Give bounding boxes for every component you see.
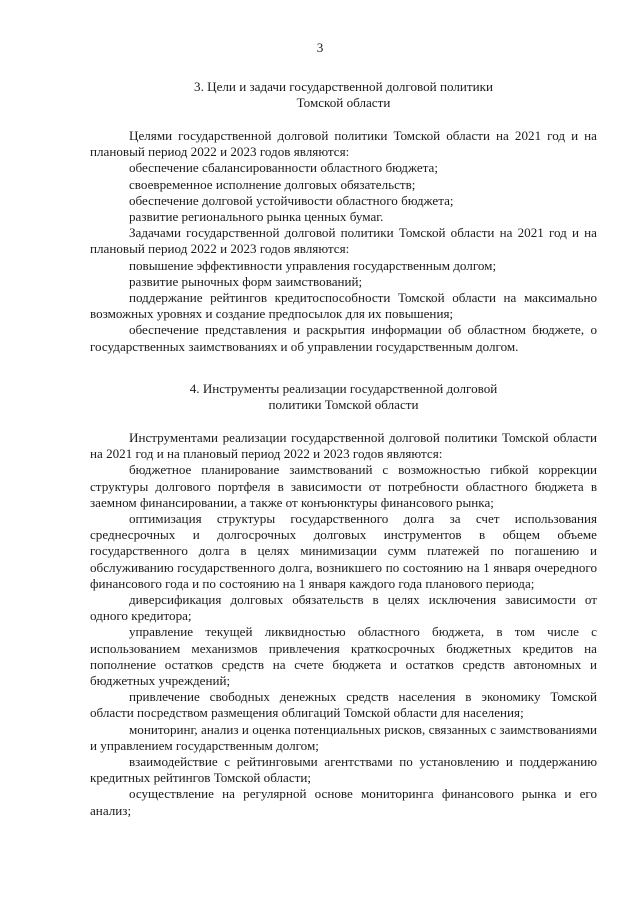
list-item: развитие регионального рынка ценных бумаг. (129, 209, 384, 225)
list-item: развитие рыночных форм заимствований; (129, 273, 363, 289)
list-item: бюджетное планирование заимствований с возможностью гибкой коррекции структуры долгового портфеля в зависимости от потребности областного бюджета в заемном финансировании, а также от конъюнктуры финансового рынка; (90, 462, 597, 510)
section-4-heading-line2: политики Томской области (268, 397, 419, 413)
list-item: поддержание рейтингов кредитоспособности Томской области на максимально возможных уровнях и создание предпосылок для их повышения; (90, 290, 597, 322)
page-number: 3 (316, 40, 324, 55)
list-item: оптимизация структуры государственного долга за счет использования среднесрочных и долгосрочных долговых инструментов в общем объеме государственного долга в целях минимизации сумм платежей по погашению и обслуживанию государственного долга, возникшего по состоянию на 1 января очередного финансового года и по состоянию на 1 января каждого года планового периода; (90, 511, 597, 591)
list-item: управление текущей ликвидностью областного бюджета, в том числе с использованием механизмов привлечения краткосрочных бюджетных кредитов на пополнение остатков средств на счете бюджета и остатков средств автономных и бюджетных учреждений; (90, 624, 597, 689)
list-item: обеспечение представления и раскрытия информации об областном бюджете, о государственных заимствованиях и об управлении государственным долгом. (90, 322, 597, 354)
list-item: мониторинг, анализ и оценка потенциальных рисков, связанных с заимствованиями и управлением государственным долгом; (90, 721, 597, 753)
list-item: взаимодействие с рейтинговыми агентствами по установлению и поддержанию кредитных рейтингов Томской области; (90, 754, 597, 786)
section-4-heading (90, 381, 597, 413)
section-4-heading-line1: 4. Инструменты реализации государственной долговой (189, 381, 498, 396)
paragraph: Задачами государственной долговой политики Томской области на 2021 год и на плановый период 2022 и 2023 годов являются: (90, 225, 597, 257)
list-item: диверсификация долговых обязательств в целях исключения зависимости от одного кредитора; (90, 592, 597, 624)
section-3-heading (90, 79, 597, 111)
list-item: обеспечение сбалансированности областного бюджета; (129, 160, 438, 176)
section-3-heading-line2: Томской области (296, 95, 391, 111)
list-item: обеспечение долговой устойчивости областного бюджета; (129, 192, 454, 208)
list-item: своевременное исполнение долговых обязательств; (129, 176, 416, 192)
list-item: повышение эффективности управления государственным долгом; (129, 257, 497, 273)
paragraph: Инструментами реализации государственной долговой политики Томской области на 2021 год и на плановый период 2022 и 2023 годов являются: (90, 430, 597, 462)
list-item: осуществление на регулярной основе мониторинга финансового рынка и его анализ; (90, 786, 597, 818)
paragraph: Целями государственной долговой политики Томской области на 2021 год и на плановый период 2022 и 2023 годов являются: (90, 128, 597, 160)
section-3-body (90, 128, 597, 355)
list-item: привлечение свободных денежных средств населения в экономику Томской области посредством размещения облигаций Томской области для населения; (90, 689, 597, 721)
section-4-body (90, 430, 597, 819)
section-3-heading-line1: 3. Цели и задачи государственной долговой политики (194, 79, 493, 94)
